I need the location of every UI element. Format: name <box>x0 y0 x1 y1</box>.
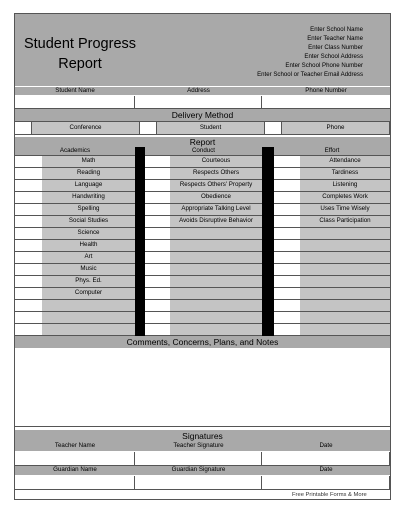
conduct-item <box>170 264 262 275</box>
signature-label: Guardian Signature <box>171 466 226 474</box>
effort-item <box>300 300 390 311</box>
academics-grade-cell[interactable] <box>15 324 42 335</box>
signature-label: Guardian Name <box>53 466 97 474</box>
effort-item <box>300 240 390 251</box>
report-row-divider <box>15 299 390 300</box>
conduct-grade-cell[interactable] <box>145 312 170 323</box>
conduct-grade-cell[interactable] <box>145 276 170 287</box>
report-row-divider <box>15 287 390 288</box>
conduct-grade-cell[interactable] <box>145 264 170 275</box>
signature-field[interactable] <box>15 452 135 465</box>
academics-grade-cell[interactable] <box>15 192 42 203</box>
phone-label: Phone Number <box>305 87 347 94</box>
comment-field[interactable] <box>15 374 390 386</box>
report-row-divider <box>15 275 390 276</box>
school-info-line[interactable]: Enter School Name <box>310 26 363 33</box>
delivery-option-label: Student <box>157 122 265 134</box>
signature-field[interactable] <box>15 476 135 489</box>
report-row-divider <box>15 263 390 264</box>
academics-subject: Art <box>42 252 135 263</box>
phone-field[interactable] <box>263 96 390 108</box>
delivery-checkbox[interactable] <box>141 122 157 134</box>
conduct-item <box>170 312 262 323</box>
school-info-line[interactable]: Enter Teacher Name <box>307 35 363 42</box>
effort-grade-cell[interactable] <box>274 216 300 227</box>
academics-subject: Health <box>42 240 135 251</box>
delivery-option-label: Conference <box>32 122 140 134</box>
academics-grade-cell[interactable] <box>15 252 42 263</box>
academics-subject: Spelling <box>42 204 135 215</box>
effort-grade-cell[interactable] <box>274 288 300 299</box>
effort-grade-cell[interactable] <box>274 204 300 215</box>
conduct-item <box>170 300 262 311</box>
academics-header: Academics <box>59 147 91 155</box>
academics-grade-cell[interactable] <box>15 216 42 227</box>
signature-label: Date <box>319 442 333 450</box>
academics-subject: Science <box>42 228 135 239</box>
effort-item: Tardiness <box>300 168 390 179</box>
conduct-grade-cell[interactable] <box>145 324 170 335</box>
academics-grade-cell[interactable] <box>15 312 42 323</box>
conduct-grade-cell[interactable] <box>145 252 170 263</box>
academics-grade-cell[interactable] <box>15 180 42 191</box>
comment-line <box>15 426 390 427</box>
conduct-item <box>170 276 262 287</box>
effort-grade-cell[interactable] <box>274 324 300 335</box>
comment-field[interactable] <box>15 413 390 425</box>
conduct-item: Courteous <box>170 156 262 167</box>
academics-subject <box>42 300 135 311</box>
report-row-divider <box>15 239 390 240</box>
effort-item <box>300 324 390 335</box>
effort-item: Class Participation <box>300 216 390 227</box>
conduct-item: Appropriate Talking Level <box>170 204 262 215</box>
academics-subject: Math <box>42 156 135 167</box>
academics-grade-cell[interactable] <box>15 276 42 287</box>
conduct-item: Avoids Disruptive Behavior <box>170 216 262 227</box>
academics-grade-cell[interactable] <box>15 228 42 239</box>
academics-subject: Handwriting <box>42 192 135 203</box>
school-info-line[interactable]: Enter School or Teacher Email Address <box>257 71 363 78</box>
student-name-field[interactable] <box>15 96 135 108</box>
effort-grade-cell[interactable] <box>274 240 300 251</box>
academics-subject: Language <box>42 180 135 191</box>
report-row-divider <box>15 155 390 156</box>
effort-grade-cell[interactable] <box>274 156 300 167</box>
footer-credit: Free Printable Forms & More <box>292 492 367 498</box>
effort-grade-cell[interactable] <box>274 264 300 275</box>
report-row-divider <box>15 179 390 180</box>
report-row-divider <box>15 191 390 192</box>
conduct-grade-cell[interactable] <box>145 300 170 311</box>
effort-header: Effort <box>324 147 340 155</box>
form-title-line2: Report <box>58 56 102 72</box>
effort-item: Completes Work <box>300 192 390 203</box>
conduct-item <box>170 240 262 251</box>
conduct-item: Respects Others' Property <box>170 180 262 191</box>
report-row-divider <box>15 215 390 216</box>
effort-grade-cell[interactable] <box>274 312 300 323</box>
delivery-option-label: Phone <box>282 122 390 134</box>
conduct-grade-cell[interactable] <box>145 216 170 227</box>
delivery-method-header: Delivery Method <box>15 109 390 121</box>
report-row-divider <box>15 251 390 252</box>
school-info-line[interactable]: Enter Class Number <box>308 44 363 51</box>
effort-item <box>300 312 390 323</box>
effort-grade-cell[interactable] <box>274 276 300 287</box>
academics-grade-cell[interactable] <box>15 168 42 179</box>
conduct-grade-cell[interactable] <box>145 204 170 215</box>
signature-field[interactable] <box>262 452 390 465</box>
effort-item <box>300 276 390 287</box>
academics-grade-cell[interactable] <box>15 264 42 275</box>
conduct-grade-cell[interactable] <box>145 288 170 299</box>
effort-grade-cell[interactable] <box>274 192 300 203</box>
conduct-item <box>170 324 262 335</box>
conduct-item: Respects Others <box>170 168 262 179</box>
conduct-item: Obedience <box>170 192 262 203</box>
effort-grade-cell[interactable] <box>274 168 300 179</box>
academics-subject: Phys. Ed. <box>42 276 135 287</box>
effort-grade-cell[interactable] <box>274 180 300 191</box>
conduct-grade-cell[interactable] <box>145 156 170 167</box>
effort-item: Uses Time Wisely <box>300 204 390 215</box>
school-info-line[interactable]: Enter School Address <box>304 53 363 60</box>
conduct-item <box>170 252 262 263</box>
academics-subject: Music <box>42 264 135 275</box>
academics-grade-cell[interactable] <box>15 300 42 311</box>
effort-item <box>300 228 390 239</box>
conduct-grade-cell[interactable] <box>145 168 170 179</box>
comment-field[interactable] <box>15 387 390 399</box>
form-title-line1: Student Progress <box>23 36 137 52</box>
divider-bar-left <box>135 147 145 336</box>
effort-item <box>300 288 390 299</box>
academics-grade-cell[interactable] <box>15 156 42 167</box>
conduct-grade-cell[interactable] <box>145 240 170 251</box>
report-row-divider <box>15 311 390 312</box>
report-row-divider <box>15 203 390 204</box>
effort-item: Listening <box>300 180 390 191</box>
signature-label: Teacher Signature <box>173 442 224 450</box>
student-name-label: Student Name <box>55 87 95 94</box>
signatures-header: Signatures <box>15 430 390 442</box>
academics-grade-cell[interactable] <box>15 240 42 251</box>
report-row-divider <box>15 167 390 168</box>
academics-subject <box>42 312 135 323</box>
delivery-checkbox[interactable] <box>266 122 282 134</box>
effort-item <box>300 264 390 275</box>
academics-subject: Computer <box>42 288 135 299</box>
conduct-grade-cell[interactable] <box>145 180 170 191</box>
effort-item <box>300 252 390 263</box>
divider-bar-right <box>262 147 274 336</box>
report-row-divider <box>15 323 390 324</box>
signature-field[interactable] <box>135 452 262 465</box>
conduct-header: Conduct <box>191 147 216 155</box>
academics-subject: Reading <box>42 168 135 179</box>
signature-field[interactable] <box>262 476 390 489</box>
report-row-divider <box>15 227 390 228</box>
signature-divider <box>15 489 390 490</box>
effort-grade-cell[interactable] <box>274 252 300 263</box>
effort-grade-cell[interactable] <box>274 228 300 239</box>
comment-field[interactable] <box>15 400 390 412</box>
conduct-item <box>170 228 262 239</box>
delivery-checkbox[interactable] <box>16 122 32 134</box>
academics-subject: Social Studies <box>42 216 135 227</box>
report-row-divider <box>15 335 390 336</box>
signature-label: Date <box>319 466 333 474</box>
effort-grade-cell[interactable] <box>274 300 300 311</box>
academics-grade-cell[interactable] <box>15 288 42 299</box>
comment-field[interactable] <box>15 348 390 360</box>
conduct-item <box>170 288 262 299</box>
signature-field[interactable] <box>135 476 262 489</box>
academics-grade-cell[interactable] <box>15 204 42 215</box>
academics-subject <box>42 324 135 335</box>
report-header: Report <box>15 137 390 147</box>
comment-field[interactable] <box>15 361 390 373</box>
address-field[interactable] <box>136 96 262 108</box>
conduct-grade-cell[interactable] <box>145 228 170 239</box>
comments-header: Comments, Concerns, Plans, and Notes <box>15 336 390 348</box>
effort-item: Attendance <box>300 156 390 167</box>
address-label: Address <box>187 87 210 94</box>
signature-label: Teacher Name <box>54 442 96 450</box>
school-info-line[interactable]: Enter School Phone Number <box>285 62 363 69</box>
conduct-grade-cell[interactable] <box>145 192 170 203</box>
